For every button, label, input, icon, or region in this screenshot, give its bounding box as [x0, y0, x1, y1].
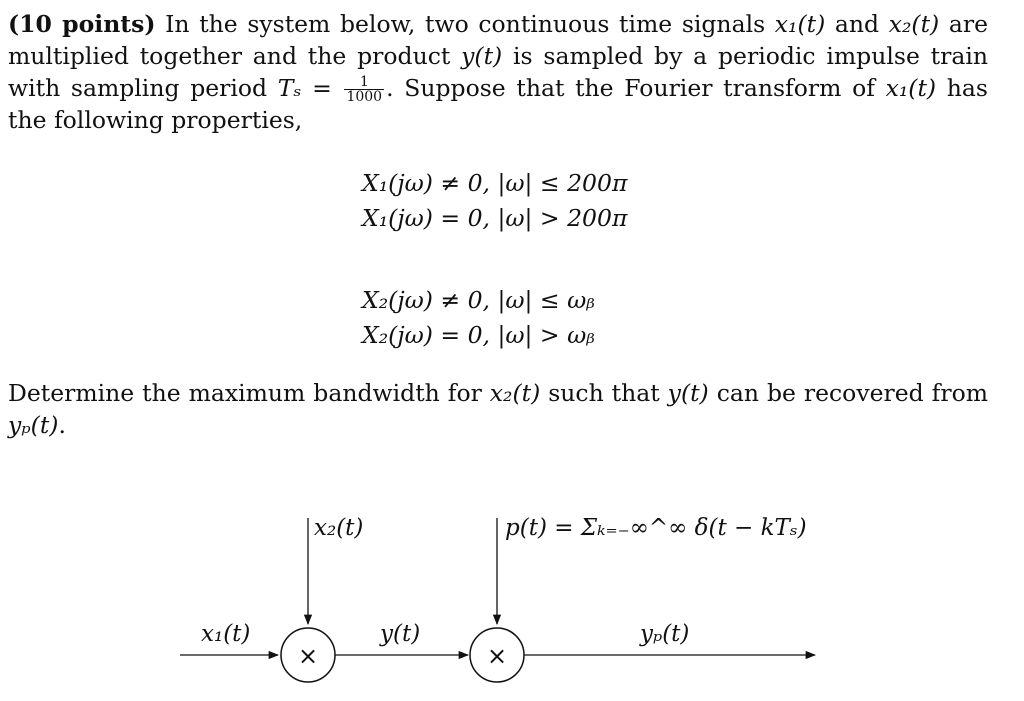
ts-symbol: Tₛ	[277, 74, 302, 102]
question-text-4: .	[58, 411, 66, 439]
x2-nonzero-equation: X₂(jω) ≠ 0, |ω| ≤ ωᵦ	[362, 286, 595, 314]
question-text-2: such that	[540, 379, 668, 407]
x1-symbol-b: x₁(t)	[885, 74, 937, 102]
x2-zero-equation: X₂(jω) = 0, |ω| > ωᵦ	[362, 321, 595, 349]
intro-text-2: are multiplied together and the product	[8, 10, 988, 70]
y-symbol: y(t)	[461, 42, 503, 70]
equals-sign: =	[301, 74, 343, 102]
impulse-train-label: p(t) = Σₖ₌₋∞^∞ δ(t − kTₛ)	[505, 515, 807, 541]
and-text: and	[825, 10, 889, 38]
x1-diagram-label: x₁(t)	[201, 621, 251, 647]
first-multiplier-symbol: ×	[297, 642, 319, 670]
x2-symbol: x₂(t)	[888, 10, 940, 38]
question-y-symbol: y(t)	[667, 379, 709, 407]
second-multiplier-symbol: ×	[486, 642, 508, 670]
intro-text-3: is sampled by a periodic impulse train with sampling period	[8, 42, 988, 102]
x1-zero-equation: X₁(jω) = 0, |ω| > 200π	[362, 204, 628, 232]
question-x2-symbol: x₂(t)	[489, 379, 541, 407]
y-diagram-label: y(t)	[380, 621, 421, 647]
intro-text-4: . Suppose that the Fourier transform of	[386, 74, 886, 102]
fraction-numerator: 1	[344, 75, 384, 90]
x1-nonzero-equation: X₁(jω) ≠ 0, |ω| ≤ 200π	[362, 169, 628, 197]
intro-text-1: In the system below, two continuous time signals	[155, 10, 775, 38]
question-yp-symbol: yₚ(t)	[8, 411, 59, 439]
question-text-3: can be recovered from	[708, 379, 989, 407]
yp-diagram-label: yₚ(t)	[640, 621, 690, 647]
question-text-1: Determine the maximum bandwidth for	[8, 379, 490, 407]
intro-text-5: has the following properties,	[8, 74, 988, 134]
fraction-denominator: 1000	[346, 89, 383, 105]
points-label: (10 points)	[8, 10, 156, 38]
x2-diagram-label: x₂(t)	[314, 515, 364, 541]
x1-symbol: x₁(t)	[774, 10, 826, 38]
